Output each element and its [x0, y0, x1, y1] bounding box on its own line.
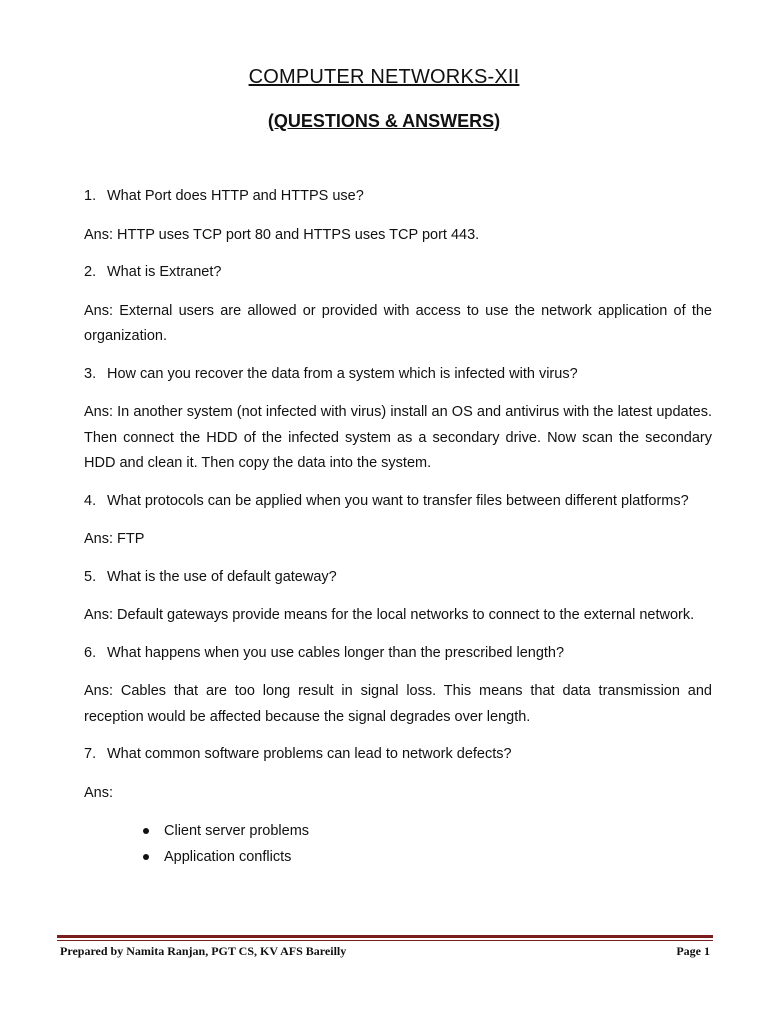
- footer-divider-thick: [57, 935, 713, 938]
- answer-2: Ans: External users are allowed or provided with access to use the network application of the organization.: [84, 302, 712, 344]
- question-1: [84, 184, 712, 210]
- answer-3: Ans: In another system (not infected with virus) install an OS and antivirus with the latest updates. Then connect the HDD of the infected system as a secondary drive. Now scan the secondary HDD and clean it. Then copy the data into the system.: [84, 404, 712, 471]
- question-3: [84, 362, 712, 388]
- question-6: [84, 641, 712, 667]
- document-subtitle: (QUESTIONS & ANSWERS): [267, 111, 501, 131]
- question-number: 1.: [84, 188, 97, 204]
- question-number: 2.: [84, 264, 97, 280]
- question-5: [84, 565, 712, 591]
- qa-content: [84, 184, 712, 870]
- answer-7: Ans:: [84, 784, 114, 801]
- question-text: What is Extranet?: [107, 264, 222, 280]
- answer-6: Ans: Cables that are too long result in signal loss. This means that data transmission and reception would be affected because the signal degrades over length.: [84, 683, 712, 725]
- question-text: What Port does HTTP and HTTPS use?: [107, 188, 364, 204]
- answer-7-bullet-list: [84, 818, 712, 870]
- question-text: What is the use of default gateway?: [107, 568, 337, 585]
- footer-author: Prepared by Namita Ranjan, PGT CS, KV AFS Bareilly: [60, 944, 347, 958]
- answer-5: Ans: Default gateways provide means for the local networks to connect to the external network.: [84, 607, 695, 623]
- question-text: What protocols can be applied when you want to transfer files between different platforms?: [107, 492, 689, 509]
- question-number: 7.: [84, 746, 97, 762]
- answer-4: Ans: FTP: [84, 531, 145, 547]
- list-item: Application conflicts: [140, 844, 712, 870]
- question-text: What happens when you use cables longer than the prescribed length?: [107, 644, 565, 661]
- list-item: Client server problems: [140, 818, 712, 844]
- question-7: [84, 742, 712, 768]
- question-text: How can you recover the data from a system which is infected with virus?: [107, 365, 578, 382]
- answer-1: Ans: HTTP uses TCP port 80 and HTTPS uses TCP port 443.: [84, 226, 480, 243]
- question-number: 4.: [84, 492, 97, 509]
- question-number: 3.: [84, 365, 97, 382]
- question-2: [84, 260, 712, 286]
- question-number: 5.: [84, 568, 97, 585]
- question-4: [84, 489, 712, 515]
- footer-divider-thin: [57, 940, 713, 941]
- page-number: Page 1: [676, 944, 710, 958]
- document-title: COMPUTER NETWORKS-XII: [248, 66, 520, 88]
- question-number: 6.: [84, 644, 97, 661]
- question-text: What common software problems can lead to network defects?: [107, 746, 512, 762]
